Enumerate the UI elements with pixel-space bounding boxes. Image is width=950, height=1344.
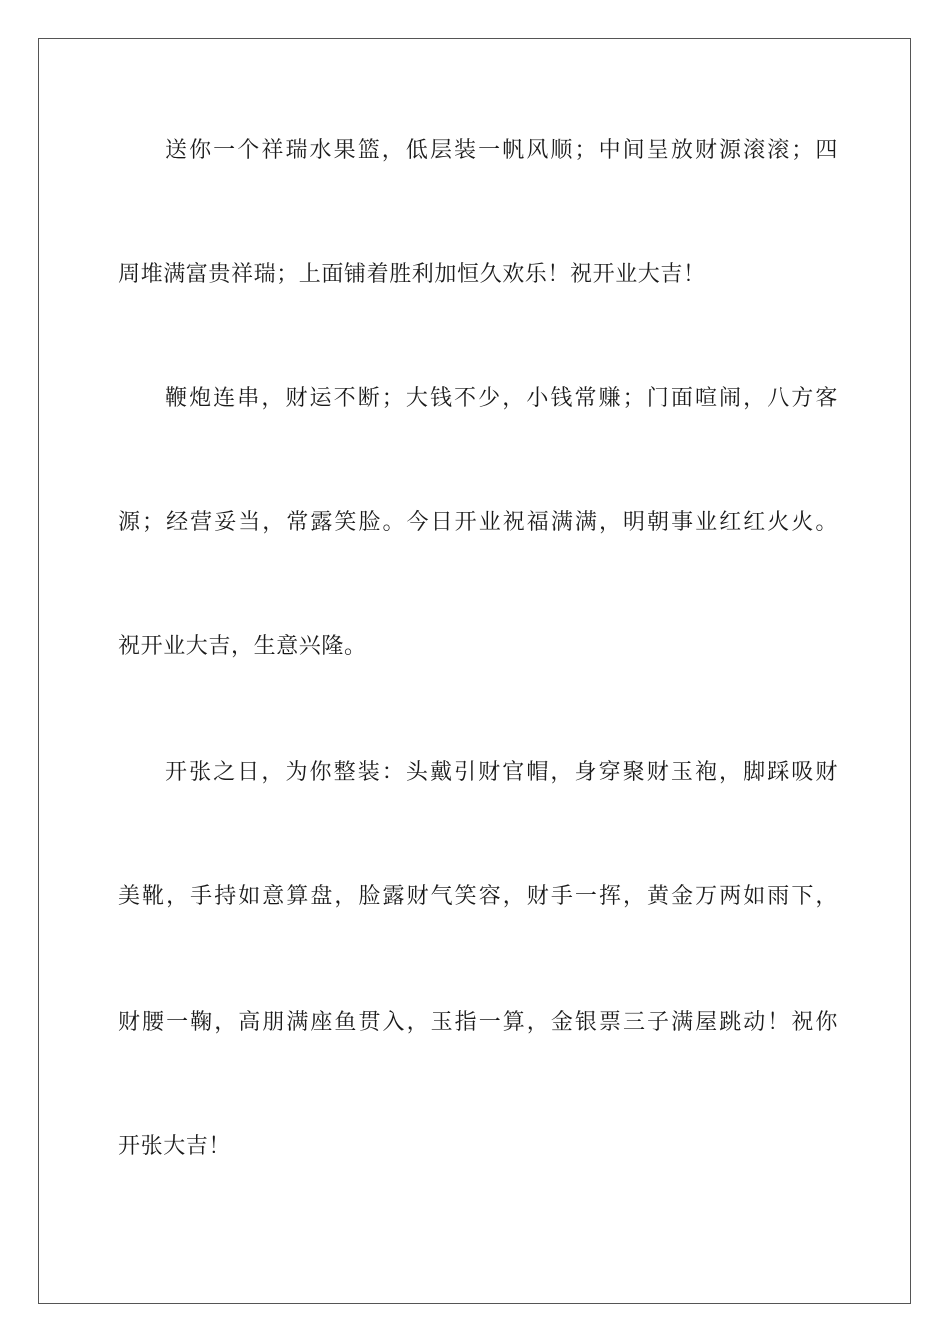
text-line: 鞭炮连串，财运不断；大钱不少，小钱常赚；门面喧闹，八方客	[165, 386, 838, 411]
text-line: 送你一个祥瑞水果篮，低层装一帆风顺；中间呈放财源滚滚；四	[165, 138, 838, 163]
text-line: 开张之日，为你整装：头戴引财官帽，身穿聚财玉袍，脚踩吸财	[165, 760, 838, 785]
text-line: 源；经营妥当，常露笑脸。今日开业祝福满满，明朝事业红红火火。	[118, 510, 838, 535]
text-line: 周堆满富贵祥瑞；上面铺着胜利加恒久欢乐！祝开业大吉！	[118, 262, 706, 287]
text-line: 开张大吉！	[118, 1134, 232, 1159]
page-border	[38, 38, 911, 1304]
text-line: 美靴，手持如意算盘，脸露财气笑容，财手一挥，黄金万两如雨下，	[118, 884, 838, 909]
text-line: 财腰一鞠，高朋满座鱼贯入，玉指一算，金银票三子满屋跳动！祝你	[118, 1010, 838, 1035]
text-line: 祝开业大吉，生意兴隆。	[118, 634, 367, 659]
